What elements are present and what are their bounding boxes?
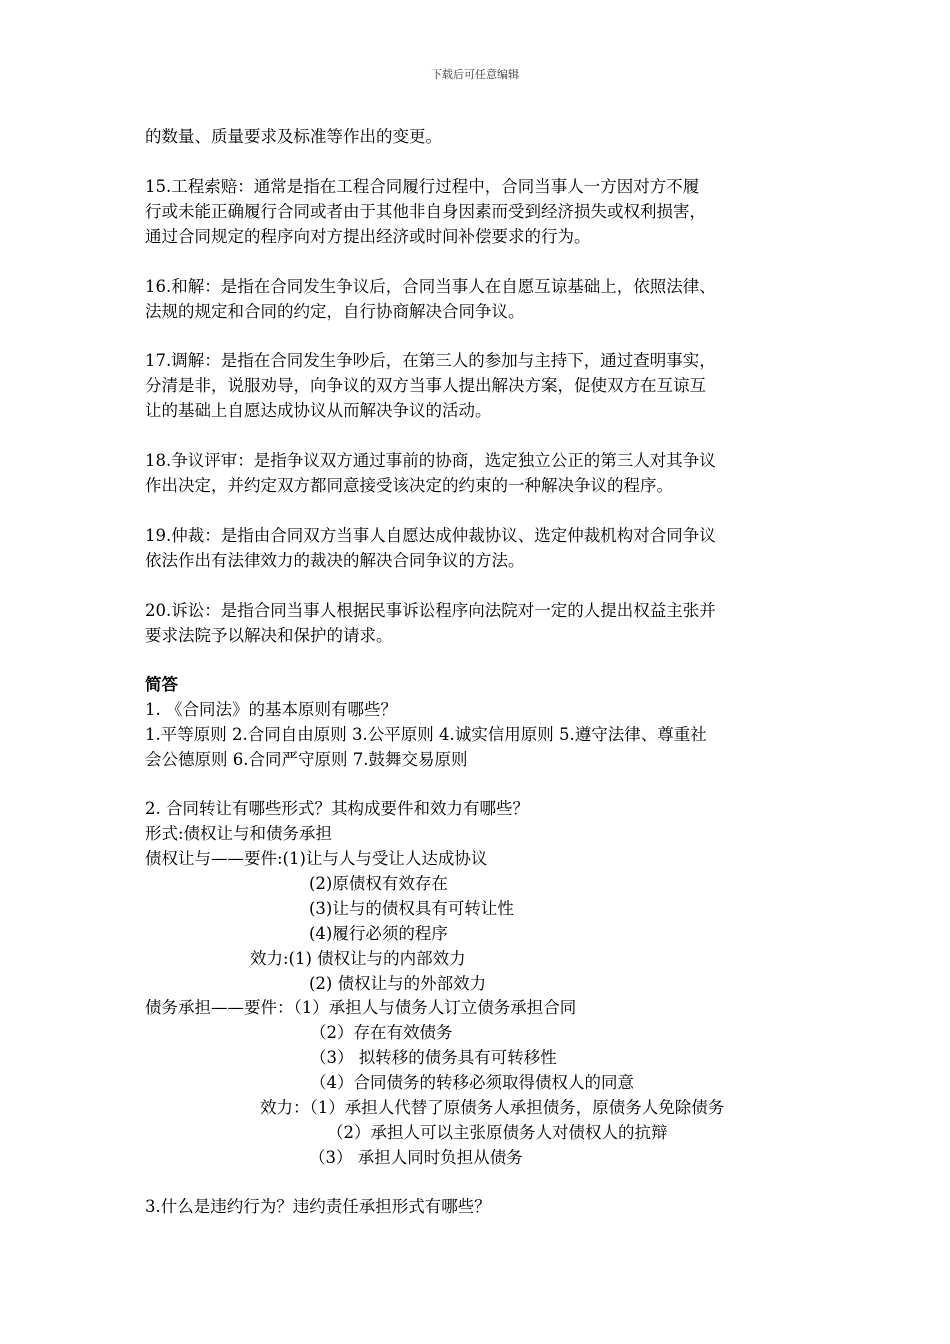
- text-line: 18.争议评审：是指争议双方通过事前的协商，选定独立公正的第三人对其争议: [145, 451, 716, 470]
- question-line: 2. 合同转让有哪些形式？其构成要件和效力有哪些？: [145, 799, 529, 818]
- text-line: 形式:债权让与和债务承担: [145, 824, 333, 843]
- text-line: 让的基础上自愿达成协议从而解决争议的活动。: [145, 401, 492, 420]
- text-line: 19.仲裁：是指由合同双方当事人自愿达成仲裁协议、选定仲裁机构对合同争议: [145, 526, 716, 545]
- text-line: (3)让与的债权具有可转让性: [309, 899, 514, 918]
- text-line: (4)履行必须的程序: [309, 924, 448, 943]
- text-line: 行或未能正确履行合同或者由于其他非自身因素而受到经济损失或权利损害，: [145, 202, 706, 221]
- text-line: 法规的规定和合同的约定，自行协商解决合同争议。: [145, 302, 525, 321]
- text-line: （4）合同债务的转移必须取得债权人的同意: [310, 1073, 634, 1092]
- text-line: 20.诉讼：是指合同当事人根据民事诉讼程序向法院对一定的人提出权益主张并: [145, 601, 716, 620]
- text-line: 债权让与——要件:(1)让与人与受让人达成协议: [145, 849, 488, 868]
- text-line: （3） 拟转移的债务具有可转移性: [310, 1048, 557, 1067]
- section-heading: 简答: [145, 675, 178, 694]
- text-line: (2) 债权让与的外部效力: [309, 974, 487, 993]
- question-line: 1. 《合同法》的基本原则有哪些？: [145, 700, 397, 719]
- text-line: 17.调解：是指在合同发生争吵后，在第三人的参加与主持下，通过查明事实，: [145, 351, 716, 370]
- text-line: （3） 承担人同时负担从债务: [309, 1148, 523, 1167]
- text-line: 1.平等原则 2.合同自由原则 3.公平原则 4.诚实信用原则 5.遵守法律、尊重社: [145, 725, 707, 744]
- text-line: （2）承担人可以主张原债务人对债权人的抗辩: [327, 1123, 668, 1142]
- text-line: 16.和解：是指在合同发生争议后，合同当事人在自愿互谅基础上，依照法律、: [145, 277, 716, 296]
- text-line: （2）存在有效债务: [310, 1023, 453, 1042]
- text-line: 的数量、质量要求及标准等作出的变更。: [145, 127, 442, 146]
- question-line: 3.什么是违约行为？违约责任承担形式有哪些？: [145, 1197, 491, 1216]
- text-line: 依法作出有法律效力的裁决的解决合同争议的方法。: [145, 551, 525, 570]
- text-line: (2)原债权有效存在: [309, 874, 448, 893]
- text-line: 通过合同规定的程序向对方提出经济或时间补偿要求的行为。: [145, 227, 591, 246]
- text-line: 债务承担——要件：（1）承担人与债务人订立债务承担合同: [145, 998, 577, 1017]
- text-line: 作出决定，并约定双方都同意接受该决定的约束的一种解决争议的程序。: [145, 476, 673, 495]
- page-header: 下载后可任意编辑: [431, 68, 519, 81]
- text-line: 15.工程索赔：通常是指在工程合同履行过程中，合同当事人一方因对方不履: [145, 177, 700, 196]
- text-line: 分清是非，说服劝导，向争议的双方当事人提出解决方案，促使双方在互谅互: [145, 376, 706, 395]
- text-line: 会公德原则 6.合同严守原则 7.鼓舞交易原则: [145, 750, 468, 769]
- text-line: 效力：（1）承担人代替了原债务人承担债务，原债务人免除债务: [260, 1098, 725, 1117]
- text-line: 要求法院予以解决和保护的请求。: [145, 626, 393, 645]
- text-line: 效力:(1) 债权让与的内部效力: [250, 949, 466, 968]
